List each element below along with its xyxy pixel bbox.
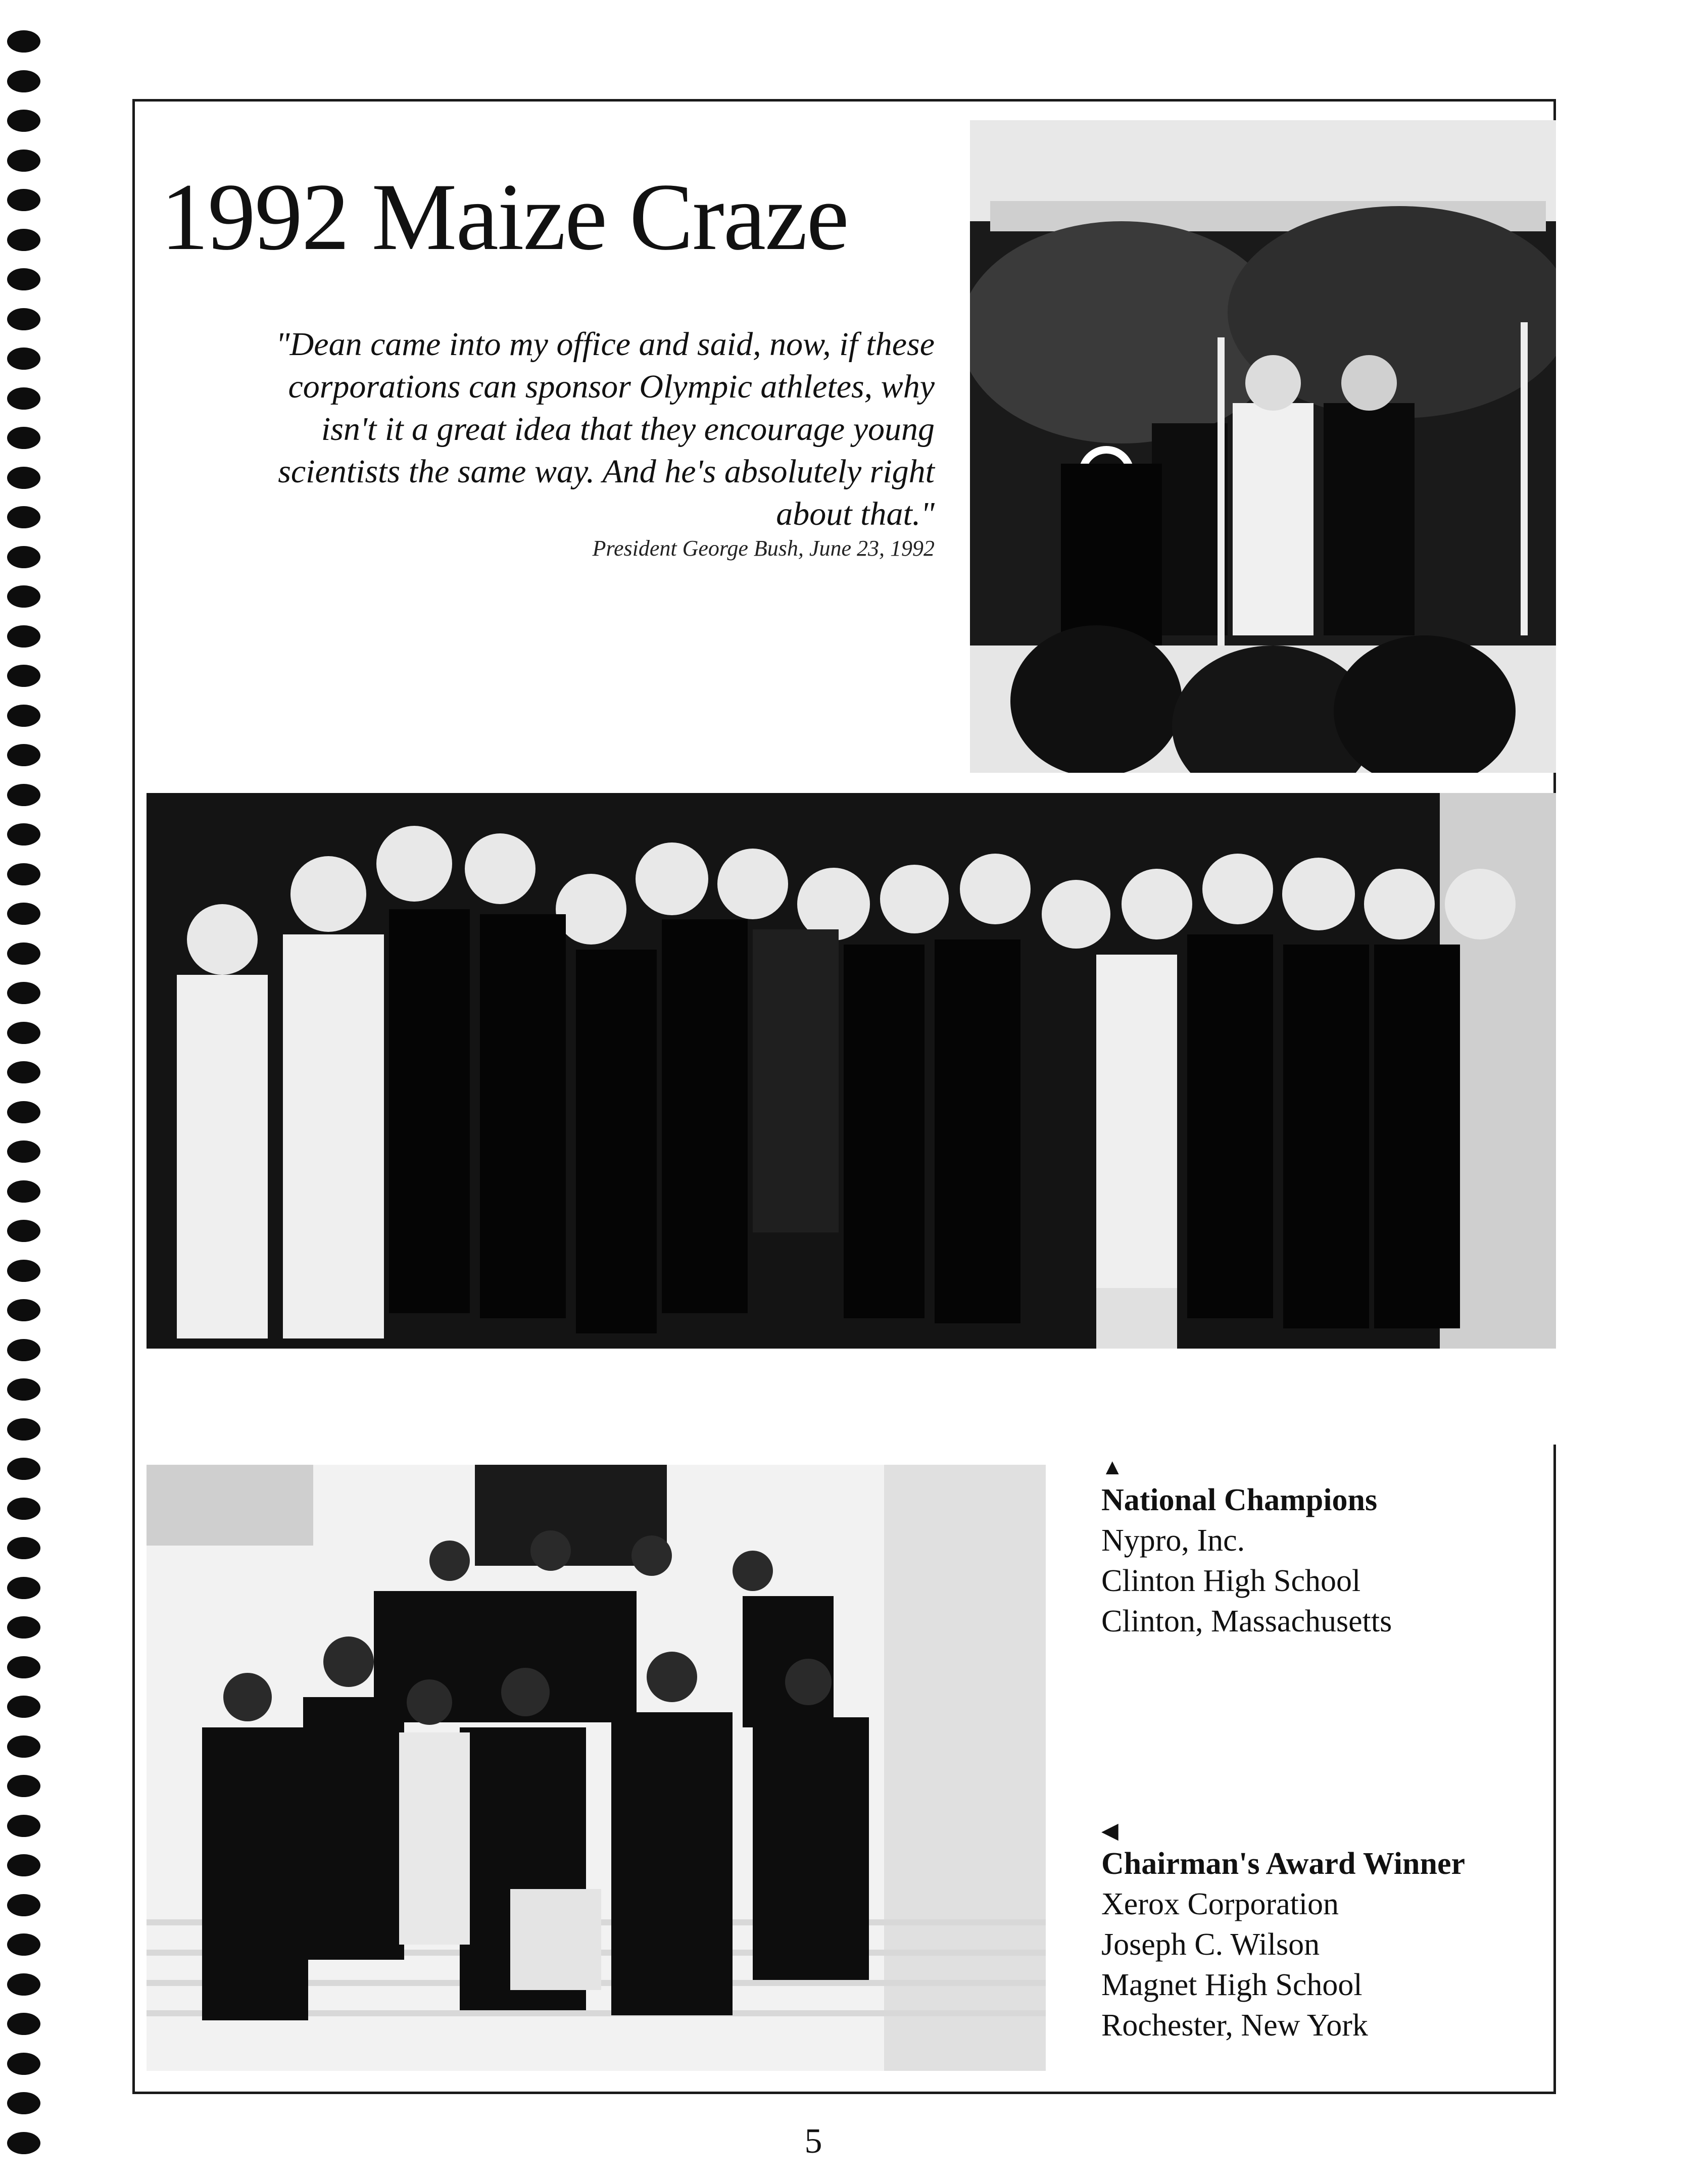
caption-line: Xerox Corporation bbox=[1101, 1887, 1339, 1921]
left-arrow-icon: ◀ bbox=[1101, 1818, 1118, 1843]
binding-hole bbox=[7, 784, 40, 806]
page-title: 1992 Maize Craze bbox=[161, 164, 848, 270]
national-champions-heading: National Champions bbox=[1101, 1483, 1378, 1517]
binding-hole bbox=[7, 1973, 40, 1996]
quote-line: scientists the same way. And he's absolutely right bbox=[278, 453, 935, 490]
binding-hole bbox=[7, 1418, 40, 1441]
national-champions-caption bbox=[1101, 1455, 1536, 1642]
caption-line: Clinton High School bbox=[1101, 1564, 1361, 1598]
binding-hole bbox=[7, 2013, 40, 2035]
binding-hole bbox=[7, 1101, 40, 1123]
binding-hole bbox=[7, 744, 40, 766]
binding-hole bbox=[7, 1378, 40, 1401]
chairmans-award-photo-image bbox=[147, 1465, 1046, 2071]
caption-line: Joseph C. Wilson bbox=[1101, 1927, 1320, 1962]
binding-hole bbox=[7, 1180, 40, 1203]
binding-hole bbox=[7, 1854, 40, 1876]
binding-hole bbox=[7, 665, 40, 687]
binding-hole bbox=[7, 427, 40, 449]
page-number: 5 bbox=[804, 2122, 822, 2161]
binding-hole bbox=[7, 1696, 40, 1718]
binding-hole bbox=[7, 1022, 40, 1044]
up-arrow-icon: ▲ bbox=[1101, 1455, 1124, 1479]
binding-hole bbox=[7, 1815, 40, 1837]
quote-line: "Dean came into my office and said, now, if these bbox=[275, 326, 935, 363]
chairmans-award-heading: Chairman's Award Winner bbox=[1101, 1847, 1465, 1881]
chairmans-award-photo bbox=[147, 1465, 1046, 2071]
binding-hole bbox=[7, 546, 40, 568]
binding-hole bbox=[7, 1260, 40, 1282]
quote-line: about that." bbox=[776, 495, 935, 532]
binding-hole bbox=[7, 1537, 40, 1559]
caption-line: Magnet High School bbox=[1101, 1968, 1363, 2002]
binding-hole bbox=[7, 70, 40, 92]
binding-hole bbox=[7, 506, 40, 528]
binding-hole bbox=[7, 150, 40, 172]
quote-text bbox=[167, 323, 935, 535]
caption-line: Clinton, Massachusetts bbox=[1101, 1604, 1392, 1639]
quote-line: isn't it a great idea that they encourage young bbox=[321, 411, 935, 448]
binding-hole bbox=[7, 1140, 40, 1163]
binding-hole bbox=[7, 189, 40, 211]
binding-hole bbox=[7, 1220, 40, 1242]
binding-hole bbox=[7, 982, 40, 1004]
binding-hole bbox=[7, 1735, 40, 1758]
binding-hole bbox=[7, 1656, 40, 1678]
binding-hole bbox=[7, 1577, 40, 1599]
binding-hole bbox=[7, 268, 40, 290]
binding-hole bbox=[7, 30, 40, 53]
binding-hole bbox=[7, 2092, 40, 2114]
binding-hole bbox=[7, 387, 40, 410]
binding-hole bbox=[7, 863, 40, 885]
binding-hole bbox=[7, 308, 40, 330]
binding-hole bbox=[7, 942, 40, 965]
binding-hole bbox=[7, 1775, 40, 1797]
caption-line: Nypro, Inc. bbox=[1101, 1523, 1245, 1558]
binding-hole bbox=[7, 467, 40, 489]
binding-hole bbox=[7, 2053, 40, 2075]
binding-hole bbox=[7, 1933, 40, 1956]
binding-hole bbox=[7, 1894, 40, 1916]
binding-hole bbox=[7, 1616, 40, 1639]
binding-hole bbox=[7, 1299, 40, 1321]
podium-photo-image bbox=[970, 120, 1556, 773]
quote-attribution: President George Bush, June 23, 1992 bbox=[592, 536, 935, 561]
national-champions-photo-image bbox=[147, 793, 1556, 1445]
binding-hole bbox=[7, 348, 40, 370]
binding-hole bbox=[7, 1458, 40, 1480]
spiral-binding bbox=[7, 30, 40, 2172]
binding-hole bbox=[7, 625, 40, 648]
national-champions-photo bbox=[147, 793, 1556, 1445]
binding-hole bbox=[7, 585, 40, 608]
caption-line: Rochester, New York bbox=[1101, 2008, 1368, 2043]
chairmans-award-caption bbox=[1101, 1818, 1536, 2046]
quote-line: corporations can sponsor Olympic athletes, why bbox=[288, 368, 935, 405]
binding-hole bbox=[7, 903, 40, 925]
podium-photo bbox=[970, 120, 1556, 773]
binding-hole bbox=[7, 1339, 40, 1361]
binding-hole bbox=[7, 2132, 40, 2154]
binding-hole bbox=[7, 1498, 40, 1520]
binding-hole bbox=[7, 823, 40, 846]
binding-hole bbox=[7, 229, 40, 251]
binding-hole bbox=[7, 1061, 40, 1083]
binding-hole bbox=[7, 110, 40, 132]
binding-hole bbox=[7, 705, 40, 727]
